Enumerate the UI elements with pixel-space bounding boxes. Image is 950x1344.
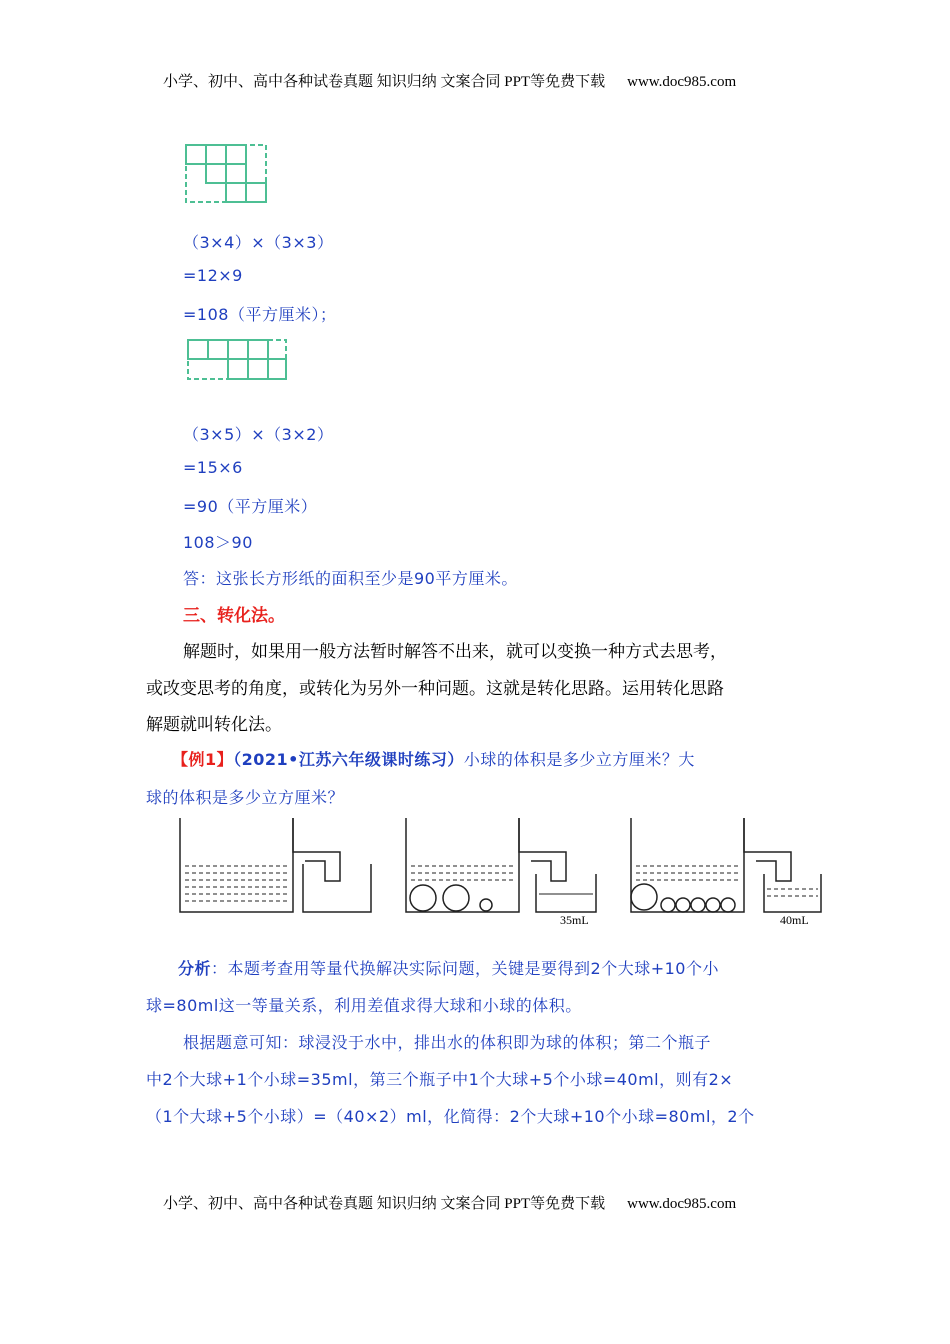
calc2-line3: =90（平方厘米）: [183, 497, 318, 516]
calc1-line2: =12×9: [183, 266, 243, 285]
label-40ml: 40mL: [780, 913, 809, 927]
container-group-3: [631, 818, 821, 912]
example-question-1: 小球的体积是多少立方厘米？大: [463, 750, 695, 769]
calc2-line2: =15×6: [183, 458, 243, 477]
example-line1: [172, 747, 695, 770]
grid-figure-1: [184, 143, 268, 205]
analysis-line5: （1个大球+5个小球）=（40×2）ml，化简得：2个大球+10个小球=80ml，2个: [146, 1107, 755, 1126]
header-site[interactable]: www.doc985.com: [627, 74, 737, 90]
container-group-2: [406, 818, 596, 912]
footer-site[interactable]: www.doc985.com: [627, 1196, 737, 1212]
para-line3: 解题就叫转化法。: [146, 715, 282, 735]
para-line1: 解题时，如果用一般方法暂时解答不出来，就可以变换一种方式去思考，: [183, 642, 727, 662]
section-title: 三、转化法。: [183, 606, 285, 626]
answer-line: 答：这张长方形纸的面积至少是90平方厘米。: [183, 569, 518, 588]
analysis-label: 分析: [178, 959, 212, 978]
calc2-line4: 108＞90: [183, 533, 253, 552]
container-figure: [175, 814, 845, 930]
page-footer: [163, 1192, 736, 1213]
analysis-line2: 球=80ml这一等量关系，利用差值求得大球和小球的体积。: [146, 996, 582, 1015]
example-tag: 【例1】: [172, 750, 234, 769]
example-source: （2021•江苏六年级课时练习）: [233, 750, 464, 769]
example-line2: 球的体积是多少立方厘米？: [146, 788, 345, 807]
calc1-line1: （3×4）×（3×3）: [183, 233, 334, 252]
container-group-1: [180, 818, 371, 912]
calc1-line3: =108（平方厘米）；: [183, 305, 337, 324]
grid-figure-2: [186, 338, 290, 382]
footer-text: 小学、初中、高中各种试卷真题 知识归纳 文案合同 PPT等免费下载: [163, 1196, 606, 1212]
para-line2: 或改变思考的角度，或转化为另外一种问题。这就是转化思路。运用转化思路: [146, 679, 724, 699]
label-35ml: 35mL: [560, 913, 589, 927]
page-header: [163, 70, 736, 91]
calc2-line1: （3×5）×（3×2）: [183, 425, 334, 444]
header-text: 小学、初中、高中各种试卷真题 知识归纳 文案合同 PPT等免费下载: [163, 74, 606, 90]
analysis-line4: 中2个大球+1个小球=35ml，第三个瓶子中1个大球+5个小球=40ml，则有2×: [146, 1070, 734, 1089]
analysis-line1: [178, 956, 719, 979]
analysis-text-1: ：本题考查用等量代换解决实际问题，关键是要得到2个大球+10个小: [211, 959, 719, 978]
analysis-line3: 根据题意可知：球浸没于水中，排出水的体积即为球的体积；第二个瓶子: [183, 1033, 712, 1052]
